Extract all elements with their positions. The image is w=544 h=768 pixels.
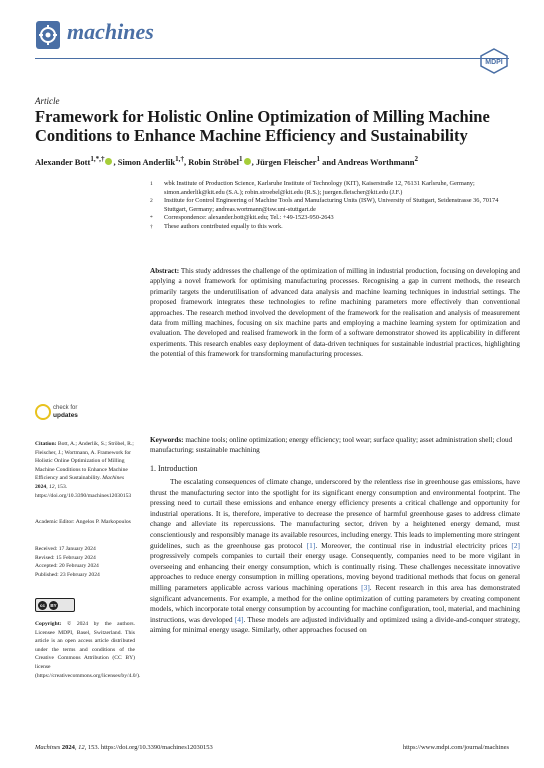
- reference-link[interactable]: [2]: [511, 540, 520, 550]
- introduction-paragraph: [150, 477, 520, 636]
- reference-link[interactable]: [3]: [361, 582, 370, 592]
- footer-journal-url[interactable]: https://www.mdpi.com/journal/machines: [402, 744, 509, 751]
- citation-block: Citation: Bott, A.; Anderlik, S.; Ströbel, R.; Fleischer, J.; Wortmann, A. Framework for Holistic Online Optimization of Milling Machine Conditions to Enhance Machine Efficiency and Sustainability. Machines 2024, 12, 153. https://doi.org/10.3390/machines12030153: [35, 441, 134, 499]
- date-published: Published: 23 February 2024: [35, 571, 100, 578]
- footer-year: 2024: [61, 744, 75, 751]
- affiliation-text: Institute for Control Engineering of Machine Tools and Manufacturing Units (ISW), University of Stuttgart, Seidenstrasse 36, 70174 Stuttgart, Germany; andreas.wortmann@isw.uni-stuttgart.de: [164, 197, 499, 213]
- abstract-label: Abstract:: [150, 267, 180, 275]
- footer-journal: Machines: [35, 744, 61, 751]
- citation-text: Bott, A.; Anderlik, S.; Ströbel, R.; Fleischer, J.; Wortmann, A. Framework for Holistic Online Optimization of Milling Machine Conditions to Enhance Machine Efficiency and Sustainability.: [35, 441, 134, 482]
- citation-volume: 12: [48, 483, 55, 490]
- affiliation-item: [150, 223, 520, 232]
- copyright-text: © 2024 by the authors. Licensee MDPI, Basel, Switzerland. This article is an open access article distributed under the terms and conditions of the Creative Commons Attribution (CC BY) license (https://creativecommons.org/licenses/by/4.0/).: [35, 621, 141, 679]
- citation-year: 2024: [35, 483, 47, 490]
- paragraph-text: . These models are adjusted individually and optimized using a divide-and-conquer strategy, aiming for minimal energy usage. Similarly, other approaches focused on: [150, 614, 521, 635]
- reference-link[interactable]: [4]: [234, 614, 244, 624]
- author-superscript: 1: [239, 155, 243, 163]
- author-name[interactable]: , Jürgen Fleischer: [251, 156, 317, 167]
- paragraph-text: The escalating consequences of climate change, underscored by the relentless rise in greenhouse gas emissions, have thrust the manufacturing sector into the spotlight for its significant energy consumption and environmental footprint. The pressing need to curtail these emissions and enhance energy efficiency presents a critical challenge and opportunity for industrial operations. It is, therefore, imperative to decrease the presence of harmful greenhouse gases to address climate change and alleviate its repercussions. The manufacturing sector, driven by a heightened energy demand, must conscientiously and responsibly manage its available resources, including energy. This leads to implementing more stringent guidelines, such as the greenhouse gas protocol: [150, 477, 520, 550]
- affiliations: [150, 180, 520, 231]
- affiliation-item: [150, 214, 520, 223]
- footer-citation: Machines 2024, 12, 153. https://doi.org/10.3390/machines12030153: [35, 744, 213, 751]
- author-name[interactable]: and Andreas Worthmann: [320, 156, 415, 167]
- abstract-text: This study addresses the challenge of the optimization of milling in industrial production, focusing on developing and applying a novel framework for optimising manufacturing processes. Recognising a gap in current methods, the research primarily targets the underutilisation of advanced data analysis and machine learning techniques in industrial settings. The proposed framework integrates these technologies to refine machining parameters more effectively than conventional approaches. The research method involved the development of the framework for the realisation and analysis of measurement data from milling machines, focusing on six machine parts and employing a machine learning system for optimization and evaluation. The developed and realised framework in the form of a software demonstrator showed its applicability in different experiments. This research enables easy deployment of data-driven techniques for sustainable industrial practices, highlighting the potential of this framework for transforming manufacturing processes.: [150, 267, 521, 359]
- academic-editor: Academic Editor: Angelos P. Markopoulos: [35, 519, 131, 525]
- orcid-icon[interactable]: [244, 158, 251, 165]
- author-superscript: 1,*,†: [90, 155, 105, 163]
- publisher-name: MDPI: [485, 59, 503, 66]
- by-icon: BY: [50, 602, 57, 608]
- citation-doi[interactable]: , 153. https://doi.org/10.3390/machines12030153: [35, 483, 132, 499]
- abstract: [150, 266, 520, 360]
- footer-volume: 12: [78, 744, 85, 751]
- history-block: [35, 545, 135, 579]
- copyright-block: [35, 620, 141, 680]
- affiliation-mark: †: [150, 223, 153, 230]
- journal-name[interactable]: machines: [67, 19, 154, 44]
- affiliation-item: [150, 180, 520, 197]
- cc-icon: cc: [39, 602, 45, 608]
- check-for-updates-label: [53, 405, 78, 419]
- keywords-text: machine tools; online optimization; energy efficiency; tool wear; surface quality; asset administration shell; cloud manufacturing; sustainable machining: [150, 436, 513, 455]
- affiliation-mark: 1: [150, 181, 153, 187]
- citation-journal: Machines: [102, 475, 125, 482]
- affiliation-text: wbk Institute of Production Science, Karlsruhe Institute of Technology (KIT), Kaiserstraße 12, 76131 Karlsruhe, Germany; simon.anderlik@kit.edu (S.A.); robin.stroebel@kit.edu (R.S.); juergen.fleischer@kit.edu (J.F.): [164, 180, 475, 196]
- article-title: Framework for Holistic Online Optimization of Milling Machine Conditions to Enhance Machine Efficiency and Sustainability: [35, 107, 490, 145]
- citation-label: Citation:: [35, 441, 57, 447]
- affiliation-item: [150, 197, 520, 214]
- copyright-label: Copyright:: [35, 621, 62, 627]
- footer-doi[interactable]: , 153. https://doi.org/10.3390/machines12030153: [84, 744, 213, 751]
- reference-link[interactable]: [1]: [306, 540, 316, 550]
- affiliation-text: These authors contributed equally to this work.: [164, 222, 283, 230]
- section-heading: 1. Introduction: [150, 464, 198, 473]
- affiliation-mark: 2: [150, 198, 153, 204]
- orcid-icon[interactable]: [105, 158, 112, 165]
- keywords: [150, 435, 520, 456]
- check-for-updates-line2: updates: [53, 412, 78, 419]
- check-for-updates-badge[interactable]: [35, 404, 135, 426]
- paragraph-text: . Moreover, the continual rise in industrial electricity prices: [315, 540, 512, 550]
- keywords-label: Keywords:: [150, 436, 184, 444]
- author-name[interactable]: Alexander Bott: [35, 156, 91, 167]
- date-revised: Revised: 15 February 2024: [35, 554, 96, 561]
- author-superscript: 1,†: [175, 155, 184, 163]
- paragraph-text: . Recent research in this area has demonstrated significant advancements. For example, a method for the online optimization of cutting parameters by creating component models, which incorporate total energy consumption by accounting for machine configuration, tool, material, and machining instructions, was developed: [150, 582, 520, 624]
- affiliation-mark: *: [150, 215, 153, 221]
- paragraph-text: progressively compels companies to curtail their energy usage. Consequently, companies need to be more vigilant in overseeing and enhancing their energy consumption, which is continually rising. These challenges necessitate innovative approaches to reduce energy consumption in milling operations, moving beyond traditional methods that focus on general milling parameters applicable across various machining operations: [150, 551, 520, 592]
- author-name[interactable]: , Simon Anderlik: [113, 156, 176, 167]
- date-received: Received: 17 January 2024: [35, 546, 96, 552]
- article-type: Article: [35, 96, 60, 106]
- header-divider: [35, 58, 509, 59]
- author-name[interactable]: , Robin Ströbel: [184, 156, 240, 167]
- machines-logo-icon: [35, 20, 61, 50]
- mdpi-logo-icon[interactable]: [480, 48, 508, 74]
- correspondence-text[interactable]: Correspondence: alexander.bott@kit.edu; Tel.: +49-1523-950-2643: [164, 214, 334, 221]
- check-for-updates-line1: check for: [53, 405, 78, 411]
- date-accepted: Accepted: 20 February 2024: [35, 563, 99, 570]
- check-for-updates-icon: [35, 404, 51, 420]
- author-list: [35, 154, 515, 168]
- author-superscript: 1: [316, 155, 321, 163]
- cc-by-license-badge[interactable]: [35, 598, 75, 612]
- author-superscript: 2: [414, 155, 418, 163]
